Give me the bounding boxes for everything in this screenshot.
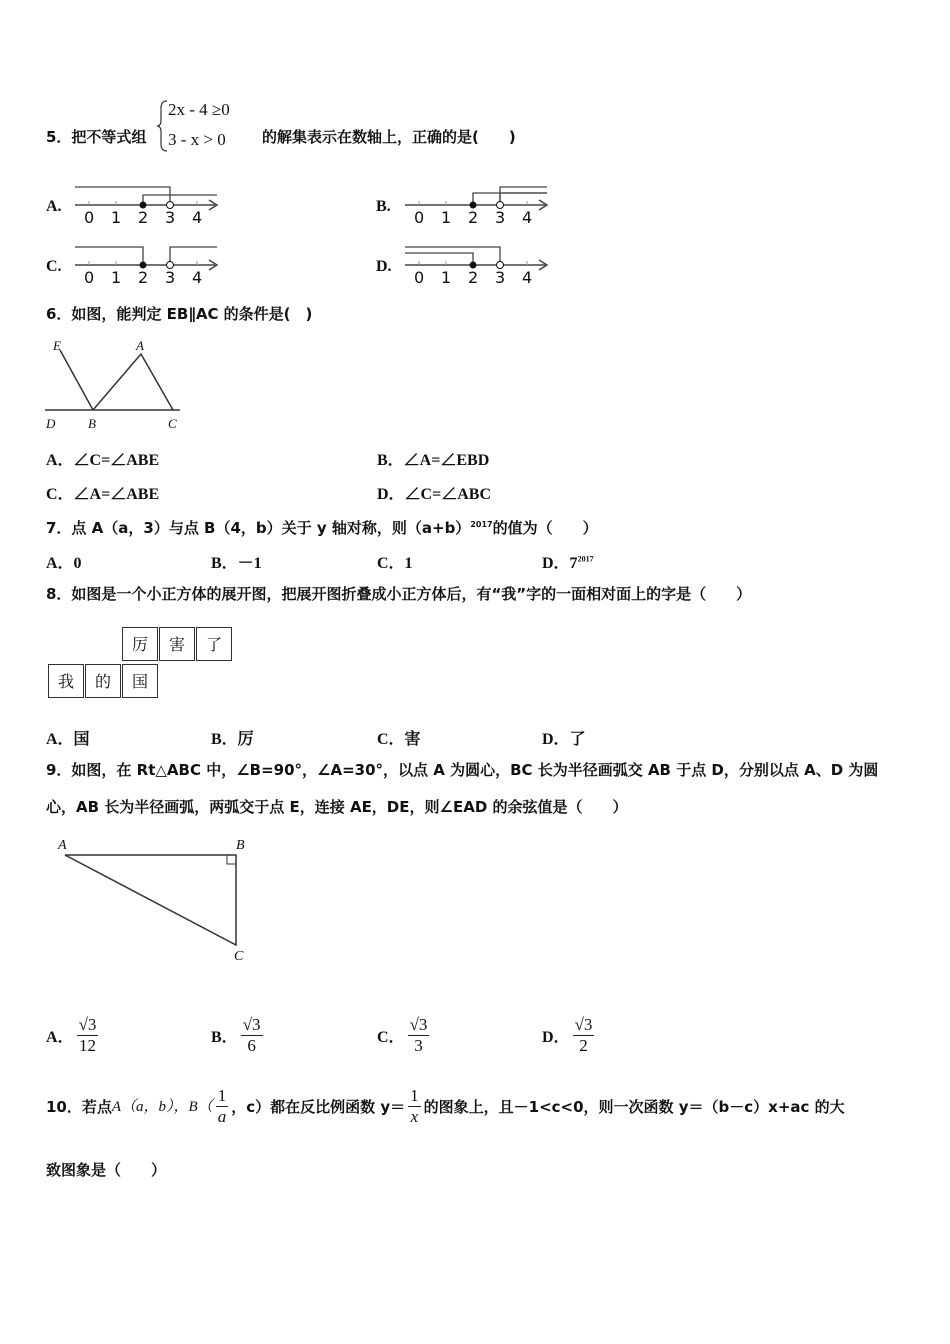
tick-label: 2 <box>468 208 479 227</box>
q10-text <box>46 1086 845 1127</box>
q5-option-b[interactable]: B. <box>376 198 391 215</box>
q10-part3: 的图象上，且－1<c<0，则一次函数 y＝（b－c）x+ac 的大 <box>423 1097 845 1116</box>
q7-suffix: 的值为（ ） <box>492 519 598 537</box>
numerator: √3 <box>78 1015 97 1034</box>
q6-option-d[interactable]: D．∠C=∠ABC <box>377 486 492 503</box>
point-a: A <box>58 838 67 853</box>
numerator: 1 <box>217 1086 227 1105</box>
net-cell: 了 <box>196 627 232 661</box>
q10-point-a: A（a，b）， <box>111 1098 189 1115</box>
q9-option-b[interactable] <box>211 1015 266 1056</box>
denominator: x <box>410 1107 419 1126</box>
q10-point-b: B（ <box>188 1098 213 1115</box>
q7-option-a[interactable]: A．0 <box>46 555 82 572</box>
q7-option-b[interactable]: B．－1 <box>211 555 262 572</box>
q9-option-a[interactable] <box>46 1015 101 1056</box>
q9-option-b-label: B． <box>211 1029 238 1046</box>
net-cell: 我 <box>48 664 84 698</box>
q8-option-c[interactable]: C．害 <box>377 731 421 748</box>
q9-option-a-fraction <box>77 1015 99 1056</box>
numerator: √3 <box>409 1015 428 1034</box>
tick-label: 0 <box>414 208 425 227</box>
tick-label: 1 <box>441 268 452 287</box>
number-line-axis <box>405 180 555 230</box>
q9-option-d[interactable] <box>542 1015 597 1056</box>
q5-option-d[interactable]: D. <box>376 258 392 275</box>
tick-label: 4 <box>192 268 203 287</box>
net-cell: 厉 <box>122 627 158 661</box>
q7-option-d[interactable] <box>542 550 594 573</box>
tick-label: 3 <box>495 268 506 287</box>
tick-label: 0 <box>414 268 425 287</box>
q5-option-c[interactable]: C. <box>46 258 62 275</box>
q9-option-d-fraction <box>573 1015 595 1056</box>
point-b: B <box>88 416 96 431</box>
tick-label: 3 <box>495 208 506 227</box>
q10-fraction-1-over-x <box>408 1086 421 1127</box>
tick-label: 2 <box>138 268 149 287</box>
q6-option-a[interactable]: A．∠C=∠ABE <box>46 452 160 469</box>
numerator: √3 <box>574 1015 593 1034</box>
q10-line2: 致图象是（ ） <box>46 1161 167 1179</box>
number-line-axis <box>75 240 225 290</box>
q9-option-d-label: D． <box>542 1029 570 1046</box>
q5-eq1: 2x - 4 ≥0 <box>168 100 230 119</box>
point-e: E <box>53 338 61 353</box>
q6-option-c[interactable]: C．∠A=∠ABE <box>46 486 160 503</box>
tick-label: 2 <box>138 208 149 227</box>
numerator: 1 <box>410 1086 419 1105</box>
q9-triangle-figure <box>60 850 250 950</box>
q5-suffix: 的解集表示在数轴上，正确的是( ) <box>262 128 516 146</box>
q8-option-d[interactable]: D．了 <box>542 731 586 748</box>
q6-text: 6．如图，能判定 EB∥AC 的条件是( ) <box>46 305 313 323</box>
net-cell: 的 <box>85 664 121 698</box>
tick-label: 2 <box>468 268 479 287</box>
point-b: B <box>236 838 245 853</box>
q9-option-c[interactable] <box>377 1015 432 1056</box>
q9-line1: 9．如图，在 Rt△ABC 中，∠B=90°，∠A=30°，以点 A 为圆心，BC 长为半径画弧交 AB 于点 D，分别以点 A、D 为圆 <box>46 761 879 779</box>
q9-option-a-label: A． <box>46 1029 74 1046</box>
q7-option-c[interactable]: C．1 <box>377 555 413 572</box>
q7-main: 7．点 A（a，3）与点 B（4，b）关于 y 轴对称，则（a+b） <box>46 519 471 537</box>
number-line-axis <box>75 180 225 230</box>
q7-text <box>46 515 598 538</box>
q9-line2: 心，AB 长为半径画弧，两弧交于点 E，连接 AE，DE，则∠EAD 的余弦值是（ ） <box>46 798 628 816</box>
tick-label: 3 <box>165 208 176 227</box>
q9-option-c-fraction <box>408 1015 430 1056</box>
numerator: √3 <box>242 1015 261 1034</box>
q8-text: 8．如图是一个小正方体的展开图，把展开图折叠成小正方体后，有“我”字的一面相对面上的字是（ ） <box>46 585 752 603</box>
tick-label: 1 <box>441 208 452 227</box>
number-line-axis <box>405 240 555 290</box>
point-c: C <box>234 949 244 964</box>
q7-option-d-exponent: 2017 <box>577 554 594 564</box>
q7-exponent: 2017 <box>470 520 493 529</box>
denominator: 6 <box>247 1036 256 1055</box>
point-a: A <box>136 338 144 353</box>
q9-option-c-label: C． <box>377 1029 405 1046</box>
q8-option-a[interactable]: A．国 <box>46 731 90 748</box>
q10-part2: ，c）都在反比例函数 y＝ <box>231 1097 406 1116</box>
q5-option-a[interactable]: A. <box>46 198 62 215</box>
denominator: 12 <box>78 1036 96 1055</box>
tick-label: 1 <box>111 208 122 227</box>
q5-eq2: 3 - x > 0 <box>168 130 226 149</box>
tick-label: 3 <box>165 268 176 287</box>
q5-label: 5．把不等式组 <box>46 128 147 146</box>
tick-label: 1 <box>111 268 122 287</box>
tick-label: 4 <box>522 208 533 227</box>
q7-option-d-label: D．7 <box>542 555 578 572</box>
tick-label: 4 <box>192 208 203 227</box>
q10-part1: 10．若点 <box>46 1097 112 1116</box>
denominator: 3 <box>414 1036 423 1055</box>
net-cell: 害 <box>159 627 195 661</box>
q9-option-b-fraction <box>241 1015 263 1056</box>
q10-fraction-1-over-a <box>216 1086 229 1127</box>
q8-option-b[interactable]: B．厉 <box>211 731 254 748</box>
net-cell: 国 <box>122 664 158 698</box>
tick-label: 4 <box>522 268 533 287</box>
tick-label: 0 <box>84 268 95 287</box>
point-c: C <box>168 416 177 431</box>
denominator: a <box>217 1107 227 1126</box>
denominator: 2 <box>579 1036 588 1055</box>
tick-label: 0 <box>84 208 95 227</box>
point-d: D <box>46 416 56 431</box>
q6-option-b[interactable]: B．∠A=∠EBD <box>377 452 490 469</box>
